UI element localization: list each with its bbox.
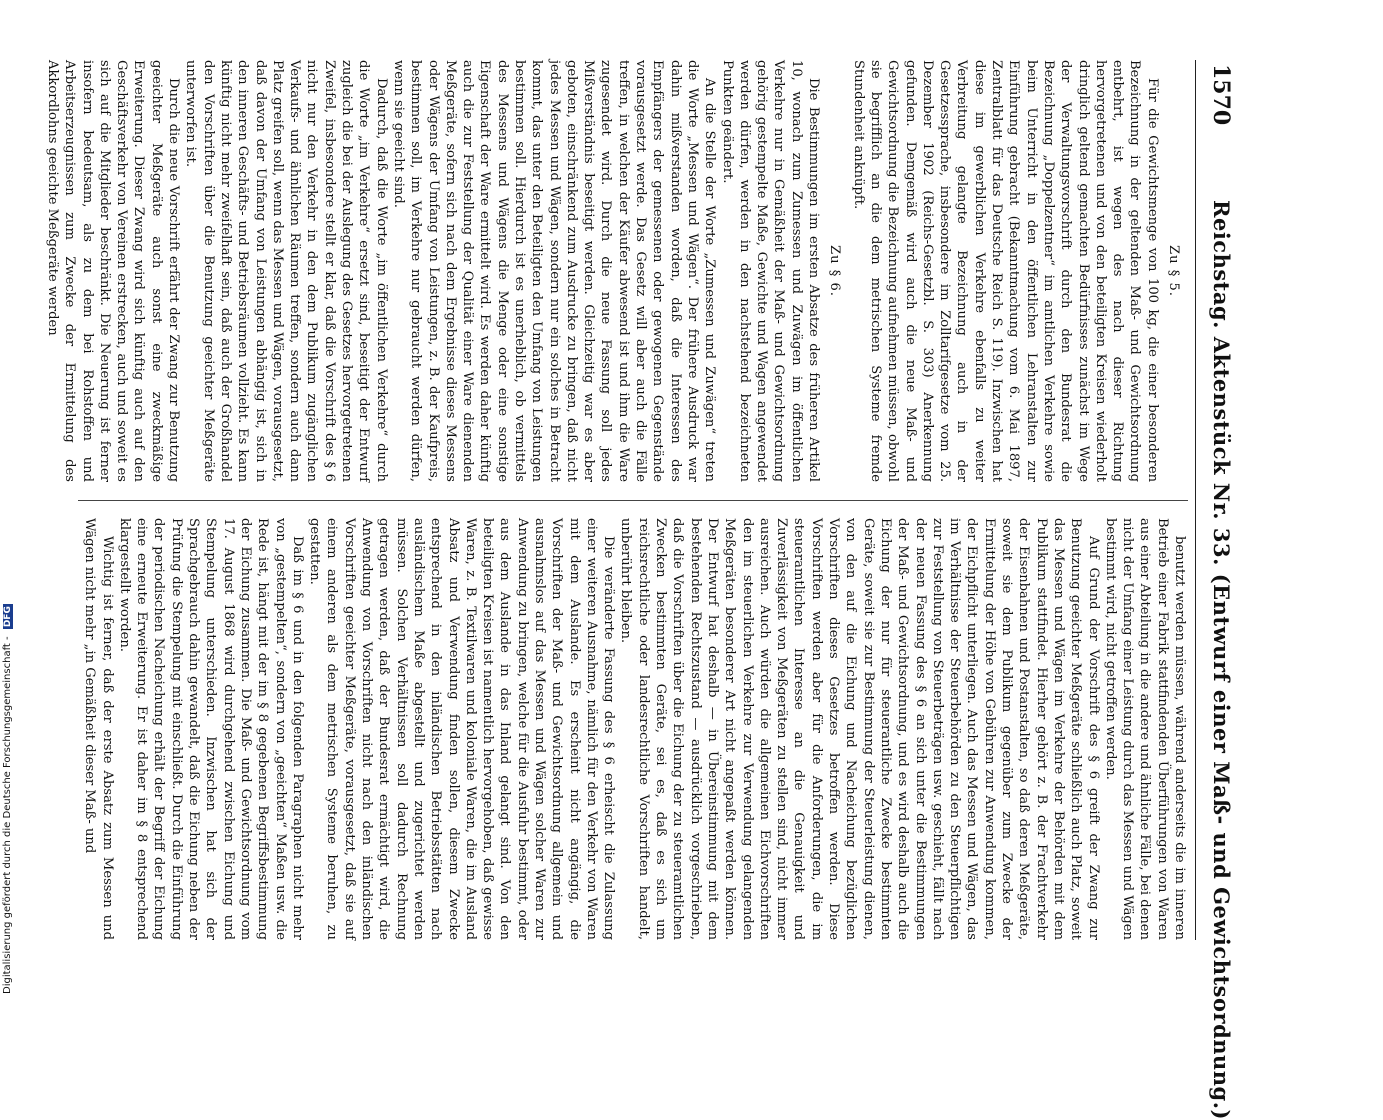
running-title: Reichstag. Aktenstück Nr. 33. (Entwurf einer Maß- und Gewichtsordnung.) <box>1209 200 1234 1120</box>
paragraph: Daß im § 6 und in den folgenden Paragraphen nicht mehr von „gestempelten“, sondern von „geeichten“ Maßen usw. die Rede ist, hängt mit der im § 8 gegebenen Begriffsbestimmung der Eichung zusammen. Die Maß- und Gewichtsordnung vom 17. August 1868 wird durchgehend zwischen Eichung und Stempelung unterschieden. Inzwischen hat sich der Sprachgebrauch dahin gewandelt, daß die Eichung neben der Prüfung die Stempelung mit einschließt. Durch die Einführung der periodischen Nacheichung erhält der Begriff der Eichung eine erneute Erweiterung. Er ist daher im § 8 entsprechend klargestellt worden. <box>116 518 305 940</box>
column-divider <box>78 500 1188 501</box>
section-heading: Zu § 5. <box>1166 245 1181 297</box>
section-heading: Zu § 6. <box>827 245 843 297</box>
right-text-column <box>81 518 1188 940</box>
paragraph: Für die Gewichtsmenge von 100 kg, die einer besonderen Bezeichnung in der geltenden Maß- und Gewichtsordnung entbehrt, ist wegen des nach dieser Richtung hervorgetretenen und von den beteiligten Kreisen wiederholt dringlich geltend gemachten Bedürfnisses zunächst im Wege der Verwaltungsvorschrift durch den Bundesrat die Bezeichnung „Doppelzentner“ im amtlichen Verkehre sowie beim Unterricht in den öffentlichen Lehranstalten zur Einführung gebracht (Bekanntmachung vom 6. Mai 1897, Zentralblatt für das Deutsche Reich S. 119). Inzwischen hat diese im gewerblichen Verkehre ebenfalls zu weiter Verbreitung gelangte Bezeichnung auch in der Gesetzessprache, insbesondere im Zolltarifgesetze vom 25. Dezember 1902 (Reichs-Gesetzbl. S. 303) Anerkennung gefunden. Demgemäß wird auch die neue Maß- und Gewichtsordnung die Bezeichnung aufnehmen müssen, obwohl sie begrifflich an die dem metrischen Systeme fremde Stundenheit anknüpft. <box>850 60 1160 482</box>
rotated-document-page <box>45 60 1240 1120</box>
paragraph: Durch die neue Vorschrift erfährt der Zwang zur Benutzung geeichter Meßgeräte auch sonst eine zweckmäßige Erweiterung. Dieser Zwang wird sich künftig auch auf den Geschäftsverkehr von Vereinen erstrecken, auch und soweit es sich auf die Mitglieder beschränkt. Die Neuerung ist ferner insofern bedeutsam, als zu dem bei Rohstoffen und Arbeitserzeugnissen zum Zwecke der Ermittelung des Akkordlohns geeichte Meßgeräte werden <box>45 60 182 482</box>
paragraph: benutzt werden müssen, während anderseits die im inneren Betrieb einer Fabrik stattfindenden Überführungen von Waren aus einer Abteilung in die andere und ähnliche Fälle, bei denen nicht der Umfang einer Leistung durch das Messen und Wägen bestimmt wird, nicht getroffen werden. <box>1102 518 1187 940</box>
page-number: 1570 <box>1208 64 1234 126</box>
paragraph: Dadurch, daß die Worte „im öffentlichen Verkehre“ durch die Worte „im Verkehre“ ersetzt sind, beseitigt der Entwurf zugleich die bei der Auslegung des Gesetzes hervorgetretenen Zweifel, insbesondere stellt er klar, daß die Vorschrift des § 6 nicht nur den Verkehr in den dem Publikum zugänglichen Verkaufs- und ähnlichen Räumen treffen, sondern auch dann Platz greifen soll, wenn das Messen und Wägen, vorausgesetzt, daß davon der Umfang von Leistungen abhängig ist, sich in den inneren Geschäfts- und Betriebsräumen vollzieht. Es kann künftig nicht mehr zweifelhaft sein, daß auch der Großhandel den Vorschriften über die Benutzung geeichter Meßgeräte unterworfen ist. <box>183 60 389 482</box>
page-header <box>1195 60 1240 1120</box>
paragraph: Die veränderte Fassung des § 6 erheischt die Zulassung einer weiteren Ausnahme, nämlich für den Verkehr von Waren mit dem Auslande. Es erscheint nicht angängig, die Vorschriften der Maß- und Gewichtsordnung allgemein und ausnahmslos auf das Messen und Wägen solcher Waren zur Anwendung zu bringen, welche für die Ausfuhr bestimmt, oder aus dem Auslande in das Inland gelangt sind. Von den beteiligten Kreisen ist namentlich hervorgehoben, daß gewisse Waren, z. B. Textilwaren und koloniale Waren, die im Ausland Absatz und Verwendung finden sollen, diesem Zwecke entsprechend in den inländischen Betriebsstätten nach ausländischem Maße abgestellt und zugerichtet werden müssen. Solchen Verhältnissen soll dadurch Rechnung getragen werden, daß der Bundesrat ermächtigt wird, die Anwendung von Vorschriften nicht nach den inländischen Vorschriften geeichter Meßgeräte, vorausgesetzt, daß sie auf einem anderen als dem metrischen Systeme beruhen, zu gestatten. <box>307 518 617 940</box>
paragraph: Auf Grund der Vorschrift des § 6 greift der Zwang zur Benutzung geeichter Meßgeräte schließlich auch Platz, soweit das Messen und Wägen im Verkehre der Behörden mit dem Publikum stattfindet. Hierher gehört z. B. der Frachtverkehr der Eisenbahnen und Postanstalten, so daß deren Meßgeräte, soweit sie dem Publikum gegenüber zum Zwecke der Ermittelung der Höhe von Gebühren zur Anwendung kommen, der Eichpflicht unterliegen. Auch das Messen und Wägen, das im Verhältnisse der Steuerbehörden zu den Steuerpflichtigen zur Feststellung von Steuerbeträgen usw. geschieht, fällt nach der neuen Fassung des § 6 an sich unter die Bestimmungen der Maß- und Gewichtsordnung, und es wird deshalb auch die Eichung der nur für steuerantliche Zwecke bestimmten Geräte, soweit sie zur Bestimmung der Steuerleistung dienen, von den auf die Eichung und Nacheichung bezüglichen Vorschriften dieses Gesetzes betroffen werden. Diese Vorschriften werden aber für die Anforderungen, die im steueramtlichen Interesse an die Genauigkeit und Zuverlässigkeit von Meßgeräten zu stellen sind, nicht immer ausreichen. Auch würden die allgemeinen Eichvorschriften den im steuerlichen Verkehre zur Verwendung gelangenden Meßgeräten besonderer Art nicht angepaßt werden können. Der Entwurf hat deshalb — in Übereinstimmung mit dem bestehenden Rechtszustand — ausdrücklich vorgeschrieben, daß die Vorschriften über die Eichung der zu steueramtlichen Zwecken bestimmten Geräte, sei es, daß es sich um reichsrechtliche oder landesrechtliche Vorschriften handelt, unberührt bleiben. <box>618 518 1101 940</box>
dfg-logo: DFG <box>3 606 13 628</box>
credit-text: Digitalisierung gefördert durch die Deutsche Forschungsgemeinschaft - <box>2 636 13 994</box>
paragraph: Die Bestimmungen im ersten Absatze des früheren Artikel 10, wonach zum Zumessen und Zuwägen im öffentlichen Verkehre nur in Gemäßheit der Maß- und Gewichtsordnung gehörig gestempelte Maße, Gewichte und Wagen angewendet werden dürfen, werden in den nachstehend bezeichneten Punkten geändert. <box>719 60 822 482</box>
left-text-column <box>44 60 1188 482</box>
paragraph: An die Stelle der Worte „Zumessen und Zuwägen“ treten die Worte „Messen und Wägen“. Der frühere Ausdruck war dahin mißverstanden worden, daß die Interessen des Empfängers der gemessenen oder gewogenen Gegenstände vorausgesetzt werde. Das Gesetz will aber auch die Fälle treffen, in welchen der Käufer abwesend ist und ihm die Ware zugesendet wird. Durch die neue Fassung soll jedes Mißverständnis beseitigt werden. Gleichzeitig war es aber geboten, einschränkend zum Ausdrucke zu bringen, daß nicht jedes Messen und Wägen, sondern nur ein solches in Betracht kommt, das unter den Beteiligten den Umfang von Leistungen bestimmen soll. Hierdurch ist es unerheblich, ob vermittels des Messens und Wägens die Menge oder eine sonstige Eigenschaft der Ware ermittelt wird. Es werden daher künftig auch die zur Feststellung der Qualität einer Ware dienenden Meßgeräte, sofern sich nach dem Ergebnisse dieses Messens oder Wägens der Umfang von Leistungen, z. B. der Kaufpreis, bestimmen soll, im Verkehre nur gebraucht werden dürfen, wenn sie geeicht sind. <box>390 60 718 482</box>
paragraph: Wichtig ist ferner, daß der erste Absatz zum Messen und Wägen nicht mehr „in Gemäßheit dieser Maß- und <box>82 518 115 940</box>
digitization-credit <box>2 604 13 994</box>
